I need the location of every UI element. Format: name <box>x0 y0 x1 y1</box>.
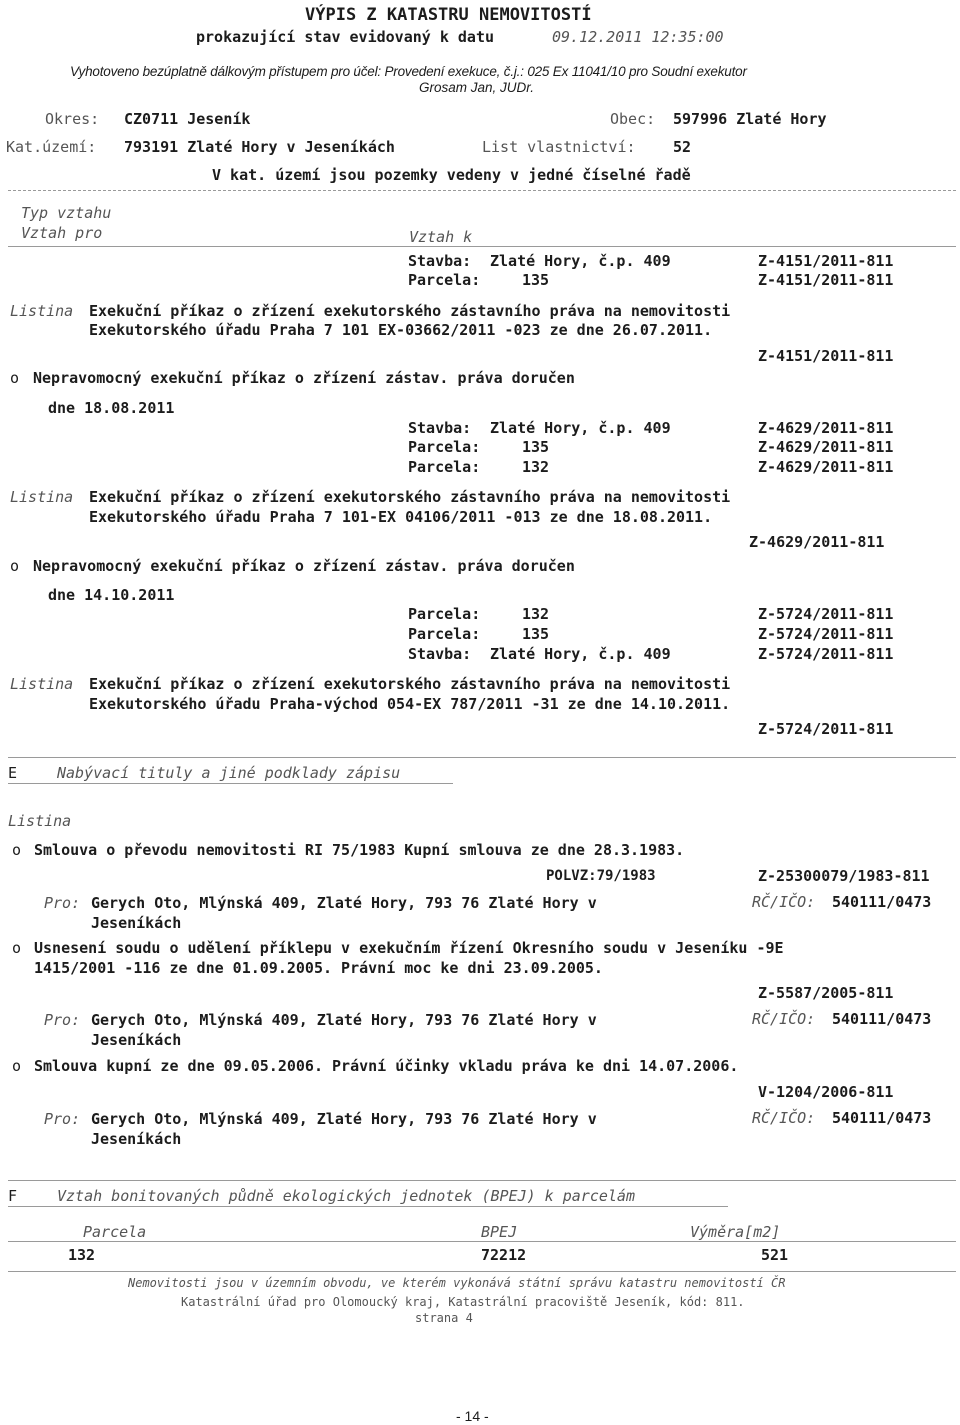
okres-value: CZ0711 Jeseník <box>124 110 251 128</box>
listina-line-1: Exekuční příkaz o zřízení exekutorského zástavního práva na nemovitosti <box>89 302 731 320</box>
rc-value: 540111/0473 <box>832 1109 932 1127</box>
obec-label: Obec: <box>610 110 656 128</box>
object-label: Parcela: <box>408 625 481 643</box>
listina-label: Listina <box>10 302 74 320</box>
record-reference: Z-5724/2011-811 <box>758 645 894 663</box>
record-reference: Z-5724/2011-811 <box>758 720 894 738</box>
owner-line-2: Jeseníkách <box>91 1130 182 1148</box>
rc-label: RČ/IČO: <box>752 1109 816 1127</box>
rc-label: RČ/IČO: <box>752 893 816 911</box>
section-f-title: Vztah bonitovaných půdně ekologických jednotek (BPEJ) k parcelám <box>57 1187 635 1205</box>
polvz-number: POLVZ:79/1983 <box>546 868 656 884</box>
record-reference: V-1204/2006-811 <box>758 1083 894 1101</box>
note-date: dne 18.08.2011 <box>48 399 175 417</box>
listina-label: Listina <box>8 812 72 830</box>
object-value: 135 <box>522 625 550 643</box>
record-reference: Z-5724/2011-811 <box>758 625 894 643</box>
section-e-title: Nabývací tituly a jiné podklady zápisu <box>57 764 401 782</box>
entry-note: Nepravomocný exekuční příkaz o zřízení zástav. práva doručen <box>33 557 575 575</box>
lv-label: List vlastnictví: <box>482 138 636 156</box>
divider <box>8 190 956 191</box>
object-label: Parcela: <box>408 605 481 623</box>
owner-line-1: Gerych Oto, Mlýnská 409, Zlaté Hory, 793 76 Zlaté Hory v <box>91 1110 597 1128</box>
object-value: 132 <box>522 458 550 476</box>
listina-line-2: Exekutorského úřadu Praha-východ 054-EX 787/2011 -31 ze dne 14.10.2011. <box>89 695 731 713</box>
pro-label: Pro: <box>44 1110 81 1128</box>
object-label: Stavba: <box>408 645 472 663</box>
owner-line-1: Gerych Oto, Mlýnská 409, Zlaté Hory, 793 76 Zlaté Hory v <box>91 894 597 912</box>
footer-line-2: Katastrální úřad pro Olomoucký kraj, Katastrální pracoviště Jeseník, kód: 811. <box>181 1295 745 1309</box>
note-date: dne 14.10.2011 <box>48 586 175 604</box>
purpose-line-1: Vyhotoveno bezúplatně dálkovým přístupem pro účel: Provedení exekuce, č.j.: 025 Ex 11041/10 pro Soudní exekutor <box>70 64 747 79</box>
cadastre-note: V kat. území jsou pozemky vedeny v jedné číselné řadě <box>212 166 691 184</box>
okres-label: Okres: <box>45 110 100 128</box>
object-label: Stavba: <box>408 252 472 270</box>
table-cell-vymera: 521 <box>761 1246 789 1264</box>
status-label: prokazující stav evidovaný k datu <box>196 28 495 46</box>
owner-line-1: Gerych Oto, Mlýnská 409, Zlaté Hory, 793 76 Zlaté Hory v <box>91 1011 597 1029</box>
divider <box>8 783 453 784</box>
column-vymera: Výměra[m2] <box>690 1223 781 1241</box>
footer-divider <box>8 1271 956 1272</box>
divider <box>8 1241 956 1242</box>
object-value: Zlaté Hory, č.p. 409 <box>490 645 671 663</box>
owner-line-2: Jeseníkách <box>91 1031 182 1049</box>
column-bpej: BPEJ <box>481 1223 518 1241</box>
object-label: Parcela: <box>408 458 481 476</box>
lv-value: 52 <box>673 138 692 156</box>
rc-value: 540111/0473 <box>832 893 932 911</box>
listina-label: Listina <box>10 675 74 693</box>
record-reference: Z-4151/2011-811 <box>758 347 894 365</box>
object-value: 135 <box>522 271 550 289</box>
bullet-icon: o <box>12 939 22 957</box>
section-e-letter: E <box>8 764 18 782</box>
footer-line-1: Nemovitosti jsou v územním obvodu, ve kterém vykonává státní správu katastru nemovitostí ČR <box>128 1276 786 1290</box>
listina-line-2: Exekutorského úřadu Praha 7 101-EX 04106/2011 -013 ze dne 18.08.2011. <box>89 508 713 526</box>
section-f-letter: F <box>8 1187 18 1205</box>
entry-note: Nepravomocný exekuční příkaz o zřízení zástav. práva doručen <box>33 369 575 387</box>
object-label: Parcela: <box>408 438 481 456</box>
record-reference: Z-4151/2011-811 <box>758 271 894 289</box>
record-reference: Z-5587/2005-811 <box>758 984 894 1002</box>
column-parcela: Parcela <box>83 1223 147 1241</box>
obec-value: 597996 Zlaté Hory <box>673 110 827 128</box>
record-reference: Z-4629/2011-811 <box>758 438 894 456</box>
owner-line-2: Jeseníkách <box>91 914 182 932</box>
object-value: 135 <box>522 438 550 456</box>
listina-line-1: Exekuční příkaz o zřízení exekutorského zástavního práva na nemovitosti <box>89 488 731 506</box>
record-reference: Z-4151/2011-811 <box>758 252 894 270</box>
object-label: Stavba: <box>408 419 472 437</box>
record-reference: Z-4629/2011-811 <box>758 419 894 437</box>
listina-line-2: Exekutorského úřadu Praha 7 101 EX-03662/2011 -023 ze dne 26.07.2011. <box>89 321 713 339</box>
bullet-icon: o <box>12 1057 22 1075</box>
section-divider <box>8 1180 956 1181</box>
listina-line-1: Exekuční příkaz o zřízení exekutorského zástavního práva na nemovitosti <box>89 675 731 693</box>
rc-value: 540111/0473 <box>832 1010 932 1028</box>
status-date: 09.12.2011 12:35:00 <box>552 28 724 46</box>
title-line-2: 1415/2001 -116 ze dne 01.09.2005. Právní moc ke dni 23.09.2005. <box>34 959 603 977</box>
page-number: - 14 - <box>456 1408 489 1424</box>
bullet-icon: o <box>10 557 20 575</box>
document-title: VÝPIS Z KATASTRU NEMOVITOSTÍ <box>305 5 592 25</box>
title-line-1: Smlouva kupní ze dne 09.05.2006. Právní účinky vkladu práva ke dni 14.07.2006. <box>34 1057 739 1075</box>
pro-label: Pro: <box>44 894 81 912</box>
title-line-1: Smlouva o převodu nemovitosti RI 75/1983 Kupní smlouva ze dne 28.3.1983. <box>34 841 685 859</box>
column-typ-vztahu: Typ vztahu <box>21 204 112 222</box>
column-vztah-k: Vztah k <box>409 228 473 246</box>
object-value: 132 <box>522 605 550 623</box>
katuzemi-label: Kat.území: <box>6 138 97 156</box>
bullet-icon: o <box>12 841 22 859</box>
footer-page-label: strana 4 <box>415 1311 473 1325</box>
record-reference: Z-25300079/1983-811 <box>758 867 930 885</box>
section-divider <box>8 757 956 758</box>
purpose-line-2: Grosam Jan, JUDr. <box>419 80 535 95</box>
record-reference: Z-4629/2011-811 <box>758 458 894 476</box>
pro-label: Pro: <box>44 1011 81 1029</box>
object-value: Zlaté Hory, č.p. 409 <box>490 252 671 270</box>
object-value: Zlaté Hory, č.p. 409 <box>490 419 671 437</box>
bullet-icon: o <box>10 369 20 387</box>
rc-label: RČ/IČO: <box>752 1010 816 1028</box>
column-vztah-pro: Vztah pro <box>21 224 103 242</box>
table-cell-bpej: 72212 <box>481 1246 527 1264</box>
divider <box>8 1206 728 1207</box>
title-line-1: Usnesení soudu o udělení příklepu v exekučním řízení Okresního soudu v Jeseníku -9E <box>34 939 784 957</box>
table-cell-parcela: 132 <box>68 1246 96 1264</box>
katuzemi-value: 793191 Zlaté Hory v Jeseníkách <box>124 138 395 156</box>
listina-label: Listina <box>10 488 74 506</box>
object-label: Parcela: <box>408 271 481 289</box>
record-reference: Z-5724/2011-811 <box>758 605 894 623</box>
divider <box>8 246 956 247</box>
record-reference: Z-4629/2011-811 <box>749 533 885 551</box>
